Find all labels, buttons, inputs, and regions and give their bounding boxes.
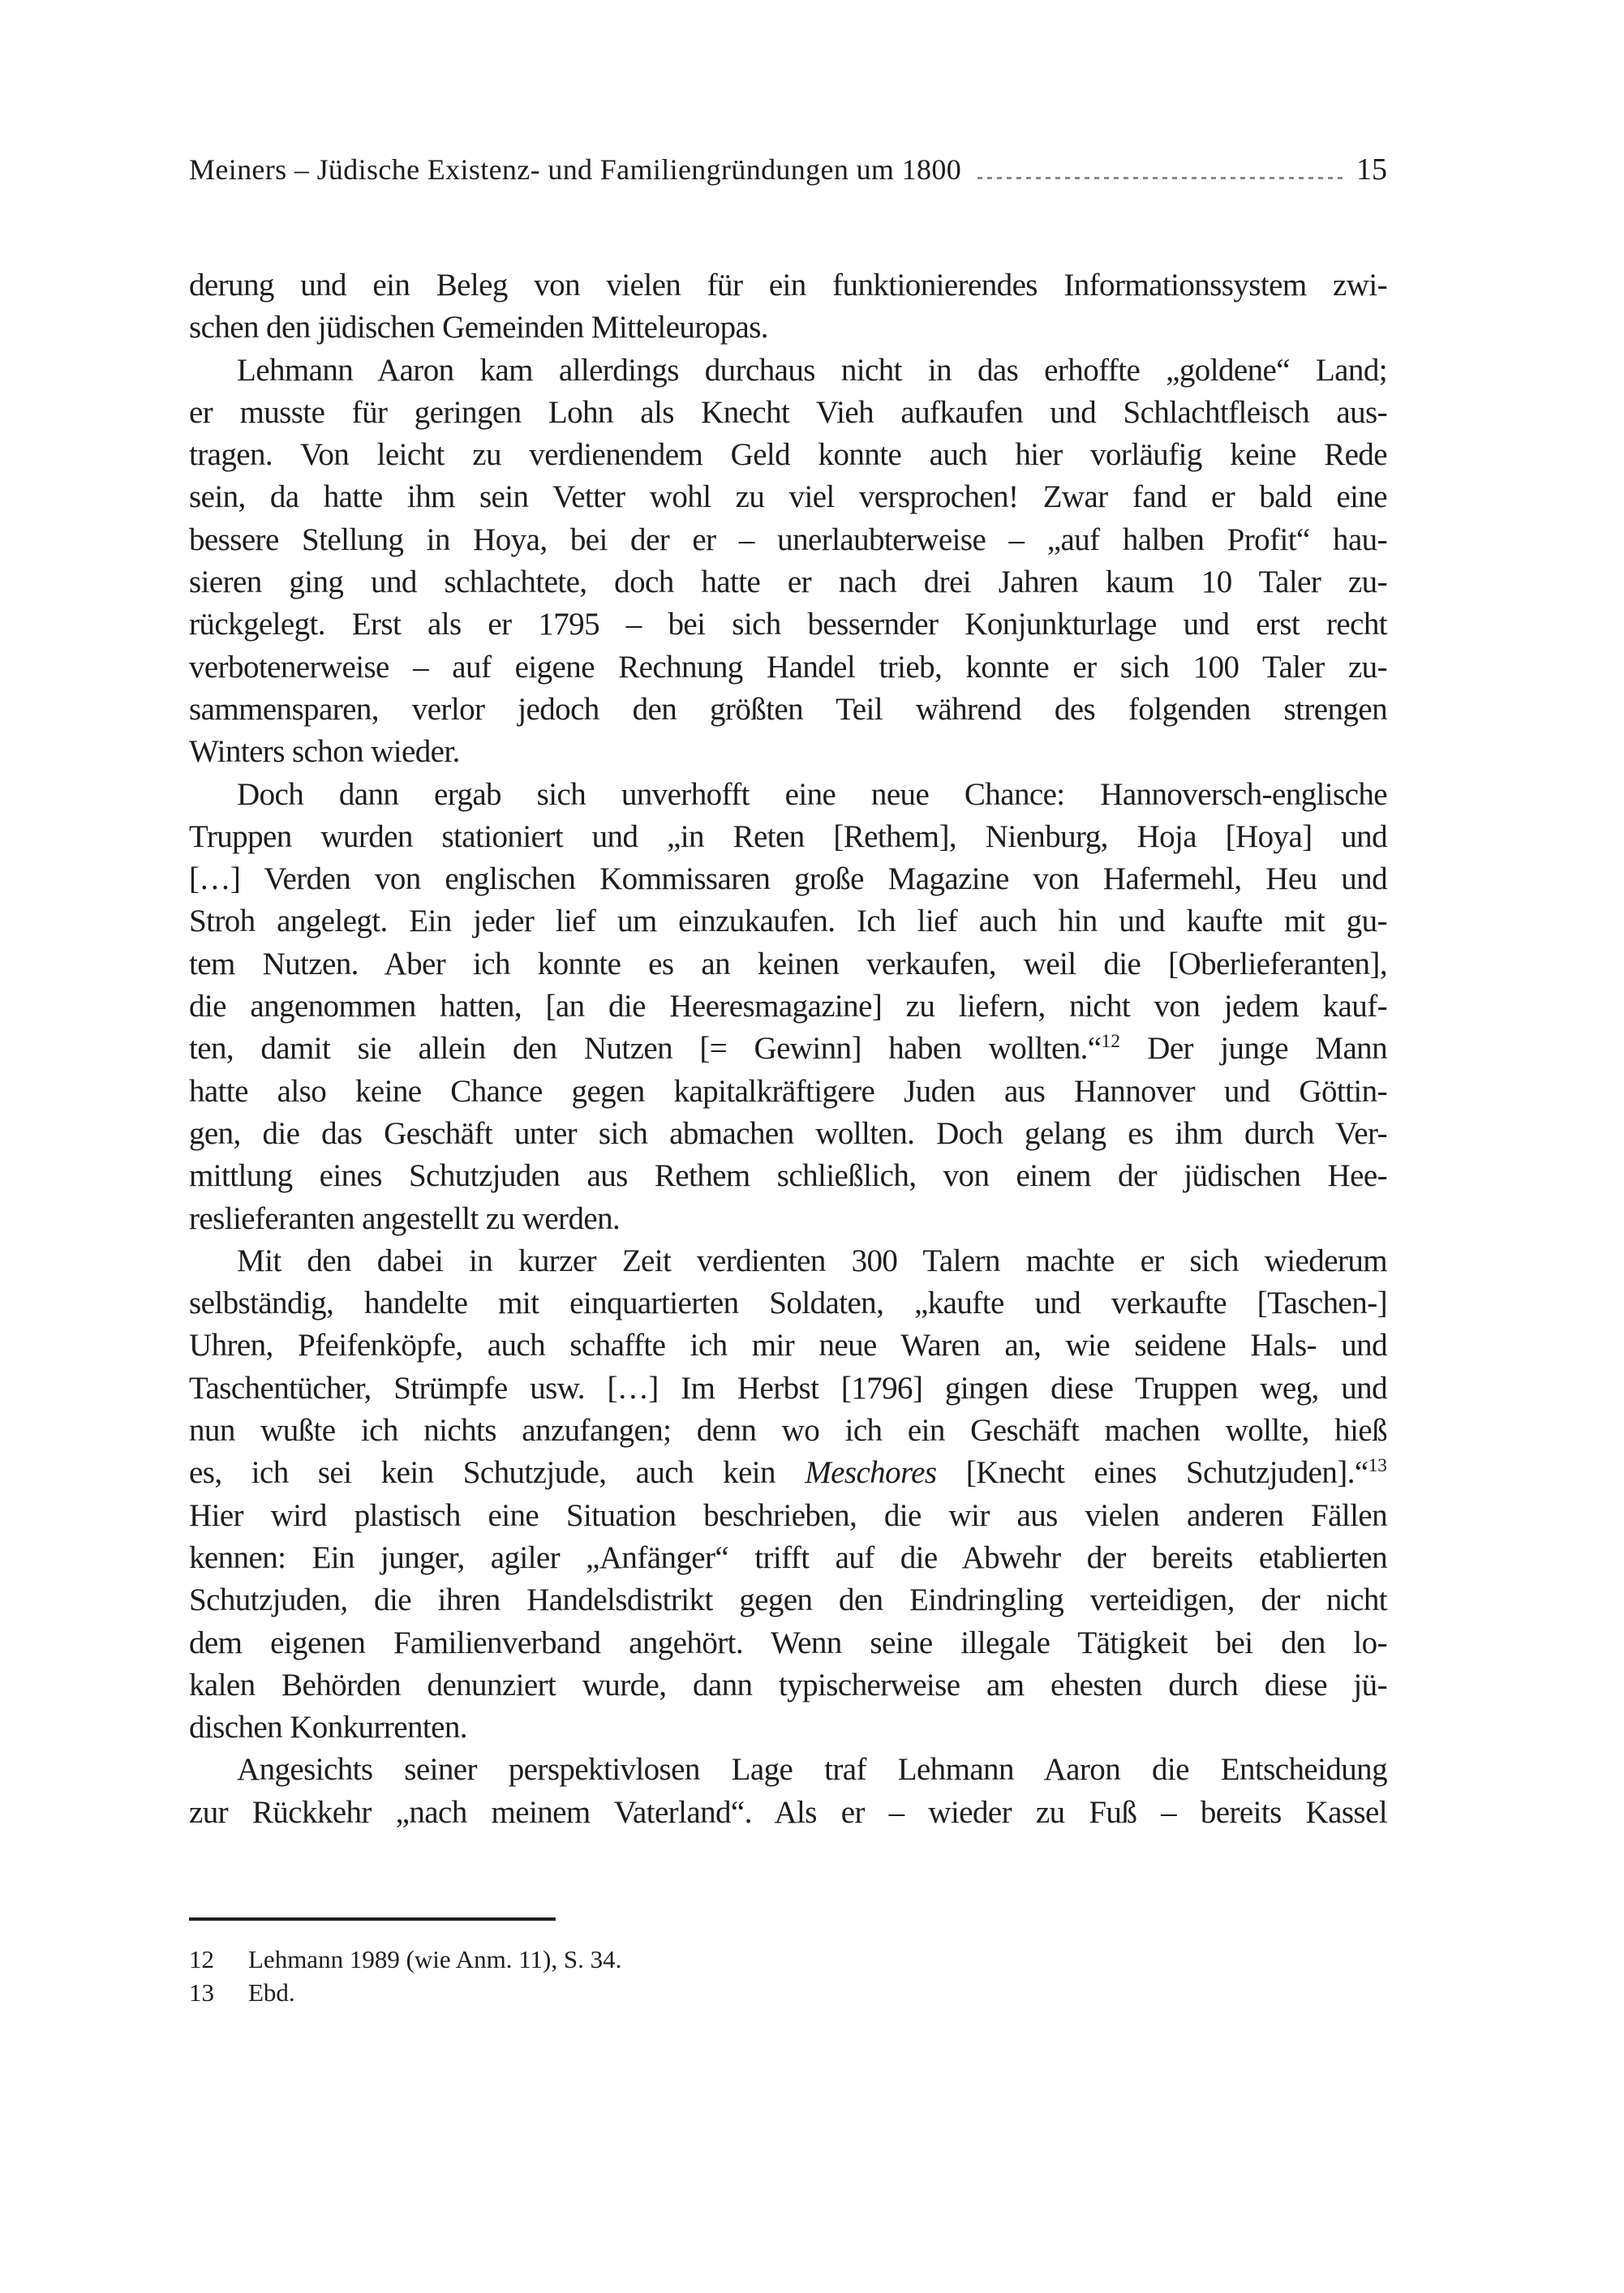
text-segment: [Knecht eines Schutzjuden].“ [936,1455,1368,1491]
text-segment: Der junge Mann [1119,1031,1387,1067]
running-header [189,151,1387,188]
text-line: sieren ging und schlachtete, doch hatte er nach drei Jahren kaum 10 Taler zu- [189,565,1387,600]
text-line: tragen. Von leicht zu verdienendem Geld konnte auch hier vorläufig keine Rede [189,437,1387,473]
text-line: er musste für geringen Lohn als Knecht Vieh aufkaufen und Schlachtfleisch aus- [189,394,1387,430]
text-line: dischen Konkurrenten. [189,1710,467,1746]
body-text [189,264,1387,1834]
text-line: hatte also keine Chance gegen kapitalkräftigere Juden aus Hannover und Göttin- [189,1073,1387,1109]
page-number: 15 [1356,152,1387,187]
text-line: Stroh angelegt. Ein jeder lief um einzukaufen. Ich lief auch hin und kaufte mit gu- [189,904,1387,939]
text-segment: es, ich sei kein Schutzjude, auch kein [189,1455,806,1491]
footnote-text: Ebd. [248,1978,295,2007]
text-line: kennen: Ein junger, agiler „Anfänger“ trifft auf die Abwehr der bereits etablierten [189,1539,1387,1575]
text-line: Truppen wurden stationiert und „in Reten [Rethem], Nienburg, Hoja [Hoya] und [189,818,1387,854]
text-line: rückgelegt. Erst als er 1795 – bei sich bessernder Konjunkturlage und erst recht [189,607,1387,642]
header-leader-line [977,177,1343,179]
text-line: Lehmann Aaron kam allerdings durchaus nicht in das erhoffte „goldene“ Land; [237,352,1387,388]
footnote-item [189,1943,1387,1976]
footnote-rule [189,1917,556,1921]
text-line: kalen Behörden denunziert wurde, dann typischerweise am ehesten durch diese jü- [189,1667,1387,1703]
text-line: derung und ein Beleg von vielen für ein funktionierendes Informationssystem zwi- [189,268,1387,303]
text-line: Hier wird plastisch eine Situation beschrieben, die wir aus vielen anderen Fällen [189,1497,1387,1533]
text-line: die angenommen hatten, [an die Heeresmagazine] zu liefern, nicht von jedem kauf- [189,989,1387,1024]
text-segment: ten, damit sie allein den Nutzen [= Gewinn] haben wollten.“ [189,1031,1102,1067]
text-line: sammensparen, verlor jedoch den größten Teil während des folgenden strengen [189,691,1387,727]
text-line [189,1452,1387,1494]
text-line: bessere Stellung in Hoya, bei der er – unerlaubterweise – „auf halben Profit“ hau- [189,522,1387,557]
text-line: Winters schon wieder. [189,734,460,770]
text-line: verbotenerweise – auf eigene Rechnung Handel trieb, konnte er sich 100 Taler zu- [189,649,1387,685]
text-line [189,1028,1387,1070]
text-line: Angesichts seiner perspektivlosen Lage traf Lehmann Aaron die Entscheidung [237,1752,1387,1788]
text-line: nun wußte ich nichts anzufangen; denn wo ich ein Geschäft machen wollte, hieß [189,1413,1387,1449]
text-line: dem eigenen Familienverband angehört. Wenn seine illegale Tätigkeit bei den lo- [189,1625,1387,1660]
text-line: sein, da hatte ihm sein Vetter wohl zu viel versprochen! Zwar fand er bald eine [189,479,1387,515]
text-line: mittlung eines Schutzjuden aus Rethem schließlich, von einem der jüdischen Hee- [189,1158,1387,1194]
footnote-number: 13 [189,1978,214,2007]
footnote-item [189,1976,1387,2009]
footnote-reference: 12 [1101,1031,1120,1053]
text-line: Schutzjuden, die ihren Handelsdistrikt gegen den Eindringling verteidigen, der nicht [189,1582,1387,1618]
footnotes-section [189,1917,1387,2009]
footnote-list [189,1943,1387,2009]
footnote-text: Lehmann 1989 (wie Anm. 11), S. 34. [248,1945,622,1973]
text-line: tem Nutzen. Aber ich konnte es an keinen verkaufen, weil die [Oberlieferanten], [189,946,1387,981]
italic-term: Meschores [805,1455,937,1491]
text-line: Uhren, Pfeifenköpfe, auch schaffte ich mir neue Waren an, wie seidene Hals- und [189,1328,1387,1363]
text-line: schen den jüdischen Gemeinden Mitteleuropas. [189,310,768,346]
text-line: selbständig, handelte mit einquartierten Soldaten, „kaufte und verkaufte [Taschen-] [189,1286,1387,1321]
running-header-title: Meiners – Jüdische Existenz- und Familiengründungen um 1800 [189,153,962,186]
footnote-number: 12 [189,1945,214,1973]
text-line: […] Verden von englischen Kommissaren große Magazine von Hafermehl, Heu und [189,861,1387,897]
text-line: zur Rückkehr „nach meinem Vaterland“. Als er – wieder zu Fuß – bereits Kassel [189,1794,1387,1830]
text-line: Doch dann ergab sich unverhofft eine neue Chance: Hannoversch-englische [237,776,1387,812]
footnote-reference: 13 [1368,1455,1387,1477]
text-line: reslieferanten angestellt zu werden. [189,1200,621,1236]
text-line: Taschentücher, Strümpfe usw. […] Im Herbst [1796] gingen diese Truppen weg, und [189,1370,1387,1406]
text-line: Mit den dabei in kurzer Zeit verdienten 300 Talern machte er sich wiederum [237,1243,1387,1278]
text-line: gen, die das Geschäft unter sich abmachen wollten. Doch gelang es ihm durch Ver- [189,1115,1387,1151]
